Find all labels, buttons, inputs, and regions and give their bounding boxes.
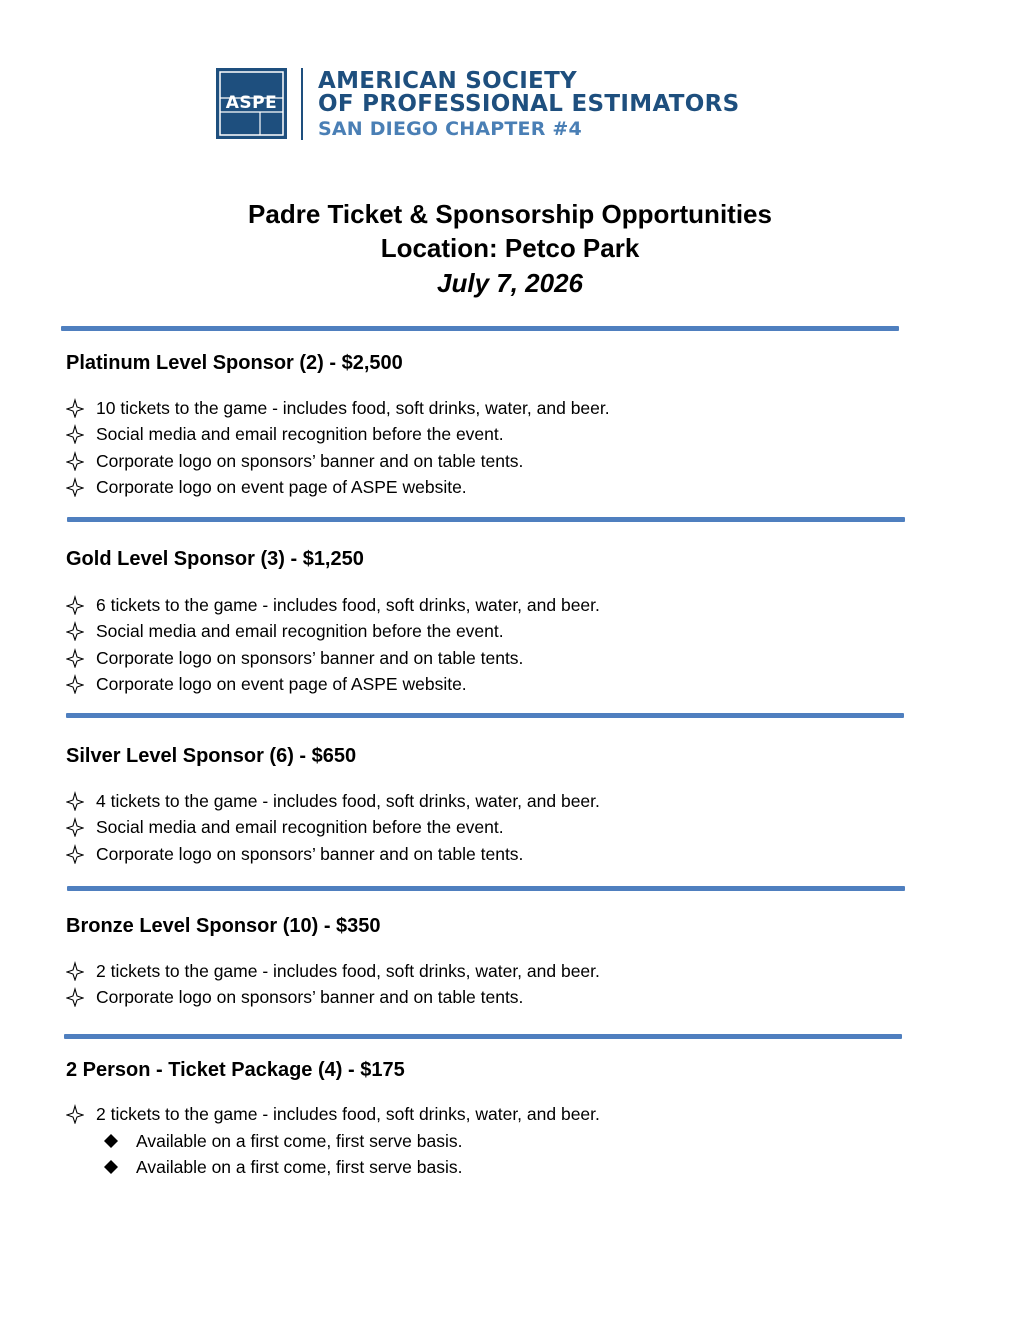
sub-list-item-text: Available on a first come, first serve basis. — [136, 1157, 463, 1177]
star-bullet-icon — [66, 424, 84, 444]
star-bullet-icon — [66, 398, 84, 418]
event-location: Location: Petco Park — [380, 233, 640, 263]
sub-list-item-text: Available on a first come, first serve basis. — [136, 1131, 463, 1151]
logo-line-3: SAN DIEGO CHAPTER #4 — [318, 118, 582, 140]
list-item-text: 4 tickets to the game - includes food, soft drinks, water, and beer. — [96, 791, 600, 811]
star-bullet-icon — [66, 595, 84, 615]
page-title: Padre Ticket & Sponsorship Opportunities — [248, 199, 772, 229]
list-item-text: Corporate logo on event page of ASPE website. — [96, 674, 467, 694]
star-bullet-icon — [66, 674, 84, 694]
list-item-text: Social media and email recognition before the event. — [96, 621, 504, 641]
aspe-logo — [216, 68, 806, 142]
list-item-text: 6 tickets to the game - includes food, soft drinks, water, and beer. — [96, 595, 600, 615]
diamond-bullet-icon — [104, 1160, 118, 1174]
star-bullet-icon — [66, 961, 84, 981]
logo-box-text: ASPE — [225, 93, 278, 113]
logo-line-1: AMERICAN SOCIETY — [318, 68, 578, 94]
star-bullet-icon — [66, 817, 84, 837]
list-item-text: Corporate logo on sponsors’ banner and on table tents. — [96, 844, 524, 864]
list-item-text: Social media and email recognition before the event. — [96, 817, 504, 837]
star-bullet-icon — [66, 648, 84, 668]
list-item-text: 2 tickets to the game - includes food, soft drinks, water, and beer. — [96, 961, 600, 981]
aspe-logo-mark — [216, 68, 287, 139]
list-item-text: 2 tickets to the game - includes food, soft drinks, water, and beer. — [96, 1104, 600, 1124]
list-item-text: Corporate logo on event page of ASPE website. — [96, 477, 467, 497]
section-heading-gold: Gold Level Sponsor (3) - $1,250 — [66, 548, 364, 570]
list-item-text: Social media and email recognition before the event. — [96, 424, 504, 444]
star-bullet-icon — [66, 791, 84, 811]
star-bullet-icon — [66, 844, 84, 864]
section-divider — [67, 886, 905, 891]
section-divider — [66, 713, 904, 718]
star-bullet-icon — [66, 1104, 84, 1124]
star-bullet-icon — [66, 451, 84, 471]
section-heading-bronze: Bronze Level Sponsor (10) - $350 — [66, 915, 381, 937]
section-divider — [67, 517, 905, 522]
star-bullet-icon — [66, 987, 84, 1007]
section-divider — [61, 326, 899, 331]
event-date: July 7, 2026 — [437, 268, 583, 298]
logo-divider — [301, 68, 303, 140]
logo-line-2: OF PROFESSIONAL ESTIMATORS — [318, 91, 740, 117]
star-bullet-icon — [66, 477, 84, 497]
list-item-text: Corporate logo on sponsors’ banner and on table tents. — [96, 987, 524, 1007]
diamond-bullet-icon — [104, 1134, 118, 1148]
star-bullet-icon — [66, 621, 84, 641]
section-divider — [64, 1034, 902, 1039]
list-item-text: Corporate logo on sponsors’ banner and on table tents. — [96, 648, 524, 668]
list-item-text: Corporate logo on sponsors’ banner and on table tents. — [96, 451, 524, 471]
section-heading-ticket-package: 2 Person - Ticket Package (4) - $175 — [66, 1059, 405, 1081]
list-item-text: 10 tickets to the game - includes food, soft drinks, water, and beer. — [96, 398, 610, 418]
section-heading-platinum: Platinum Level Sponsor (2) - $2,500 — [66, 352, 403, 374]
section-heading-silver: Silver Level Sponsor (6) - $650 — [66, 745, 357, 767]
